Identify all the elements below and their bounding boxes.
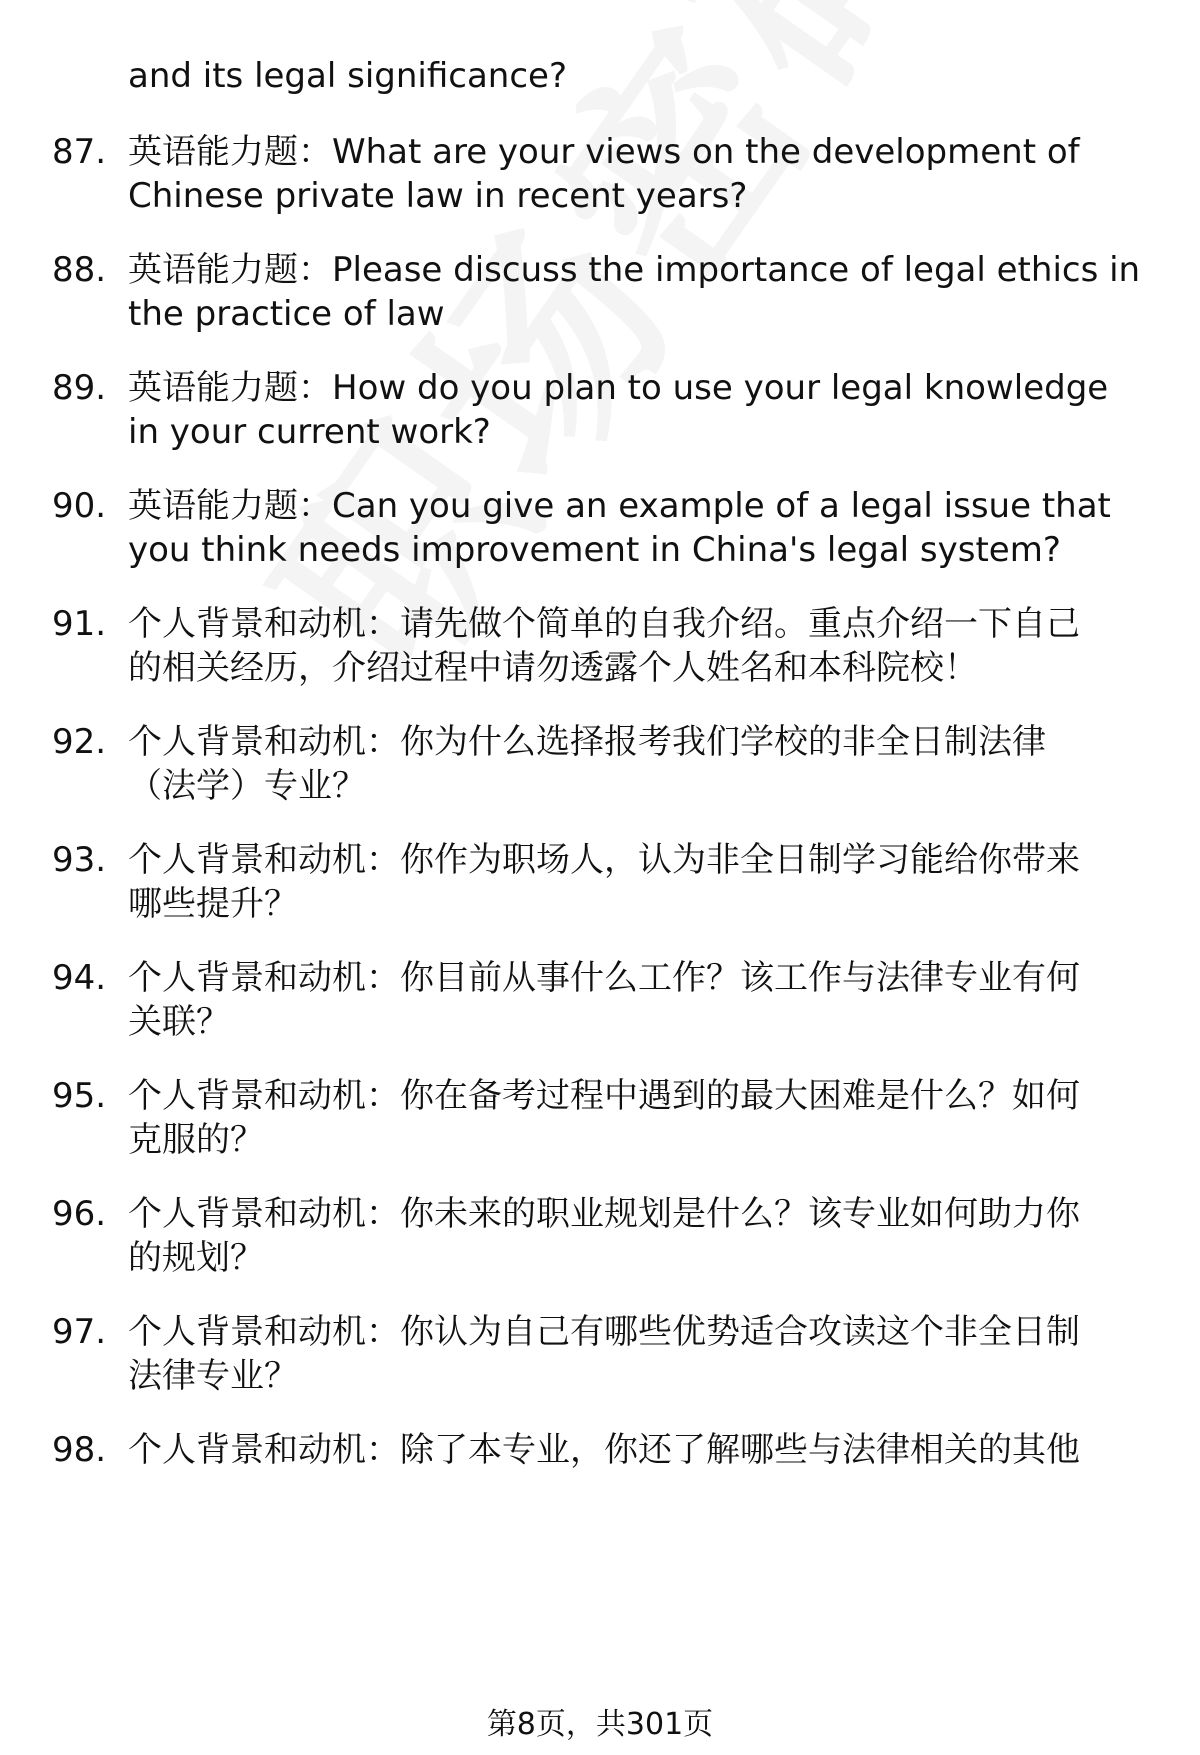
item-line: 英语能力题：How do you plan to use your legal knowledge <box>128 368 1109 408</box>
item-line: 个人背景和动机：请先做个简单的自我介绍。重点介绍一下自己 <box>128 604 1080 644</box>
item-line: 的相关经历，介绍过程中请勿透露个人姓名和本科院校！ <box>128 648 978 688</box>
item-line: 个人背景和动机：你未来的职业规划是什么？该专业如何助力你 <box>128 1194 1080 1234</box>
item-line: 英语能力题：What are your views on the development of <box>128 132 1080 172</box>
item-number: 92. <box>52 722 107 762</box>
item-line: 英语能力题：Can you give an example of a legal issue that <box>128 486 1111 526</box>
item-number: 93. <box>52 840 107 880</box>
item-number: 94. <box>52 958 107 998</box>
item-line: 个人背景和动机：你认为自己有哪些优势适合攻读这个非全日制 <box>128 1312 1080 1352</box>
page-footer: 第8页，共301页 <box>486 1707 714 1742</box>
item-line: the practice of law <box>128 294 445 334</box>
item-line: 的规划？ <box>128 1238 264 1278</box>
item-line: 个人背景和动机：你在备考过程中遇到的最大困难是什么？如何 <box>128 1076 1080 1116</box>
item-line: 英语能力题：Please discuss the importance of legal ethics in <box>128 250 1141 290</box>
item-line: 关联？ <box>128 1002 230 1042</box>
item-line: Chinese private law in recent years? <box>128 176 748 216</box>
item-number: 87. <box>52 132 107 172</box>
item-number: 91. <box>52 604 107 644</box>
item-line: you think needs improvement in China's legal system? <box>128 530 1061 570</box>
item-number: 88. <box>52 250 107 290</box>
item-line: in your current work? <box>128 412 491 452</box>
item-line: （法学）专业？ <box>128 766 366 806</box>
item-number: 96. <box>52 1194 107 1234</box>
item-line: 个人背景和动机：你目前从事什么工作？该工作与法律专业有何 <box>128 958 1080 998</box>
item-line: 克服的？ <box>128 1120 264 1160</box>
item-number: 95. <box>52 1076 107 1116</box>
item-number: 90. <box>52 486 107 526</box>
item-number: 98. <box>52 1430 107 1470</box>
item-line: 个人背景和动机：你作为职场人，认为非全日制学习能给你带来 <box>128 840 1080 880</box>
item-line: 哪些提升？ <box>128 884 298 924</box>
item-line: 个人背景和动机：你为什么选择报考我们学校的非全日制法律 <box>128 722 1046 762</box>
item-continuation-line: and its legal significance? <box>128 56 567 96</box>
item-number: 97. <box>52 1312 107 1352</box>
item-number: 89. <box>52 368 107 408</box>
item-line: 法律专业？ <box>128 1356 298 1396</box>
item-line: 个人背景和动机：除了本专业，你还了解哪些与法律相关的其他 <box>128 1430 1080 1470</box>
